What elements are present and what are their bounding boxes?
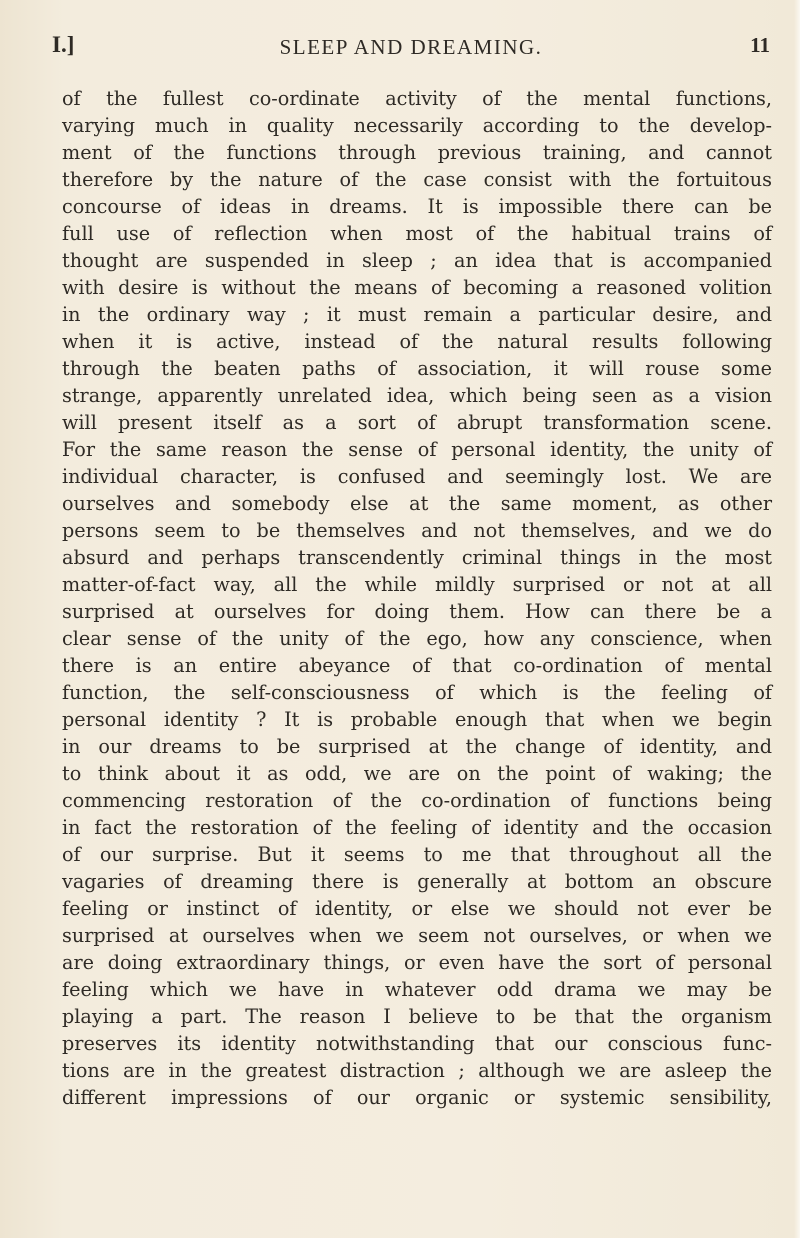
text-line: For the same reason the sense of personal identity, the unity of [62,438,772,461]
body-text [62,85,772,1111]
text-line: commencing restoration of the co-ordination of functions being [62,789,772,812]
text-line: feeling which we have in whatever odd drama we may be [62,978,772,1001]
text-line: will present itself as a sort of abrupt transformation scene. [62,411,772,434]
text-line: through the beaten paths of association, it will rouse some [62,357,772,380]
page-number: 11 [750,33,770,57]
text-line: varying much in quality necessarily according to the develop- [62,114,772,137]
text-line: of the fullest co-ordinate activity of the mental functions, [62,87,772,110]
text-line: to think about it as odd, we are on the point of waking; the [62,762,772,785]
text-line: concourse of ideas in dreams. It is impossible there can be [62,195,772,218]
text-line: playing a part. The reason I believe to be that the organism [62,1005,772,1028]
text-line: in the ordinary way ; it must remain a particular desire, and [62,303,772,326]
text-line: ourselves and somebody else at the same moment, as other [62,492,772,515]
text-line: function, the self-consciousness of which is the feeling of [62,681,772,704]
text-line: in our dreams to be surprised at the change of identity, and [62,735,772,758]
text-line: ment of the functions through previous training, and cannot [62,141,772,164]
text-line: matter-of-fact way, all the while mildly surprised or not at all [62,573,772,596]
text-line: surprised at ourselves when we seem not ourselves, or when we [62,924,772,947]
text-line: clear sense of the unity of the ego, how any conscience, when [62,627,772,650]
text-line: surprised at ourselves for doing them. How can there be a [62,600,772,623]
text-line: thought are suspended in sleep ; an idea that is accompanied [62,249,772,272]
text-line: persons seem to be themselves and not themselves, and we do [62,519,772,542]
text-line: are doing extraordinary things, or even have the sort of personal [62,951,772,974]
text-line: therefore by the nature of the case consist with the fortuitous [62,168,772,191]
text-line: vagaries of dreaming there is generally at bottom an obscure [62,870,772,893]
text-line: with desire is without the means of becoming a reasoned volition [62,276,772,299]
text-line: individual character, is confused and seemingly lost. We are [62,465,772,488]
text-line: preserves its identity notwithstanding that our conscious func- [62,1032,772,1055]
text-line: absurd and perhaps transcendently criminal things in the most [62,546,772,569]
text-line: personal identity ? It is probable enough that when we begin [62,708,772,731]
page-edge [794,0,800,1238]
chapter-number: I.] [52,32,75,57]
text-line: full use of reflection when most of the habitual trains of [62,222,772,245]
text-line: strange, apparently unrelated idea, which being seen as a vision [62,384,772,407]
text-line: in fact the restoration of the feeling of identity and the occasion [62,816,772,839]
text-line: when it is active, instead of the natural results following [62,330,772,353]
text-line: different impressions of our organic or systemic sensibility, [62,1086,772,1109]
running-header [52,32,770,62]
text-line: feeling or instinct of identity, or else we should not ever be [62,897,772,920]
text-line: of our surprise. But it seems to me that throughout all the [62,843,772,866]
text-line: there is an entire abeyance of that co-ordination of mental [62,654,772,677]
running-title: SLEEP AND DREAMING. [279,35,543,59]
text-line: tions are in the greatest distraction ; although we are asleep the [62,1059,772,1082]
